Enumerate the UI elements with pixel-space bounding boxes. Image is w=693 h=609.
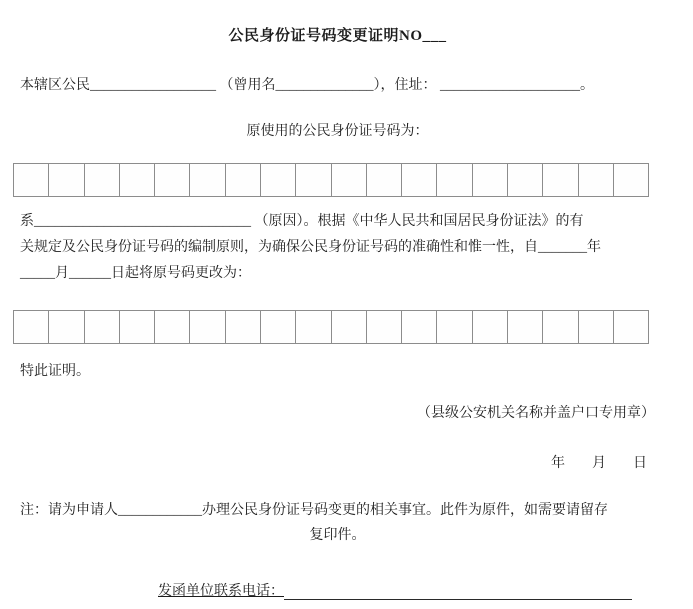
id-digit-box xyxy=(119,163,155,197)
id-digit-box xyxy=(578,163,614,197)
id-digit-box xyxy=(366,163,402,197)
id-digit-box xyxy=(507,310,543,344)
old-id-number-label: 原使用的公民身份证号码为： xyxy=(246,124,429,139)
id-digit-box xyxy=(578,310,614,344)
id-digit-box xyxy=(189,310,225,344)
reason-line-1: 系_______________________________ （原因）。根据《中华人民共和国居民身份证法》的有 xyxy=(20,214,584,229)
id-digit-box xyxy=(331,163,367,197)
footer-contact-line xyxy=(158,580,655,600)
old-id-number-row xyxy=(13,163,649,197)
id-digit-box xyxy=(401,310,437,344)
contact-phone-blank xyxy=(284,584,632,600)
intro-line: 本辖区公民__________________ （曾用名______________），住址： ____________________。 xyxy=(20,78,594,93)
document-title: 公民身份证号码变更证明NO___ xyxy=(228,28,447,44)
id-digit-box xyxy=(154,163,190,197)
id-digit-box xyxy=(189,163,225,197)
date-line xyxy=(20,452,655,472)
id-digit-box xyxy=(260,310,296,344)
id-digit-box xyxy=(48,163,84,197)
id-digit-box xyxy=(295,163,331,197)
reason-line-3: _____月______日起将原号码更改为： xyxy=(20,266,251,281)
reason-paragraph xyxy=(20,209,655,287)
certify-statement: 特此证明。 xyxy=(20,364,90,379)
id-digit-box xyxy=(48,310,84,344)
id-digit-box xyxy=(119,310,155,344)
id-digit-box xyxy=(507,163,543,197)
stamp-instruction: （县级公安机关名称并盖户口专用章） xyxy=(417,406,655,421)
month-label: 月 xyxy=(592,456,606,471)
id-digit-box xyxy=(154,310,190,344)
id-digit-box xyxy=(13,163,49,197)
id-digit-box xyxy=(295,310,331,344)
id-digit-box xyxy=(613,310,649,344)
note-line-1: 注：请为申请人____________办理公民身份证号码变更的相关事宜。此件为原件，如需要请留存 xyxy=(20,503,608,518)
id-digit-box xyxy=(225,310,261,344)
id-digit-box xyxy=(401,163,437,197)
id-digit-box xyxy=(436,310,472,344)
contact-phone-label: 发函单位联系电话： xyxy=(158,584,284,599)
id-digit-box xyxy=(260,163,296,197)
id-digit-box xyxy=(472,163,508,197)
year-label: 年 xyxy=(551,456,565,471)
id-digit-box xyxy=(84,163,120,197)
id-digit-box xyxy=(542,163,578,197)
id-digit-box xyxy=(84,310,120,344)
id-digit-box xyxy=(366,310,402,344)
id-digit-box xyxy=(542,310,578,344)
day-label: 日 xyxy=(633,456,647,471)
id-digit-box xyxy=(613,163,649,197)
reason-line-2: 关规定及公民身份证号码的编制原则，为确保公民身份证号码的准确性和惟一性，自_______年 xyxy=(20,240,601,255)
id-digit-box xyxy=(436,163,472,197)
id-digit-box xyxy=(13,310,49,344)
id-digit-box xyxy=(225,163,261,197)
id-digit-box xyxy=(331,310,367,344)
new-id-number-row xyxy=(13,310,649,344)
note-line-2: 复印件。 xyxy=(309,528,366,543)
id-digit-box xyxy=(472,310,508,344)
note-paragraph xyxy=(20,498,655,548)
